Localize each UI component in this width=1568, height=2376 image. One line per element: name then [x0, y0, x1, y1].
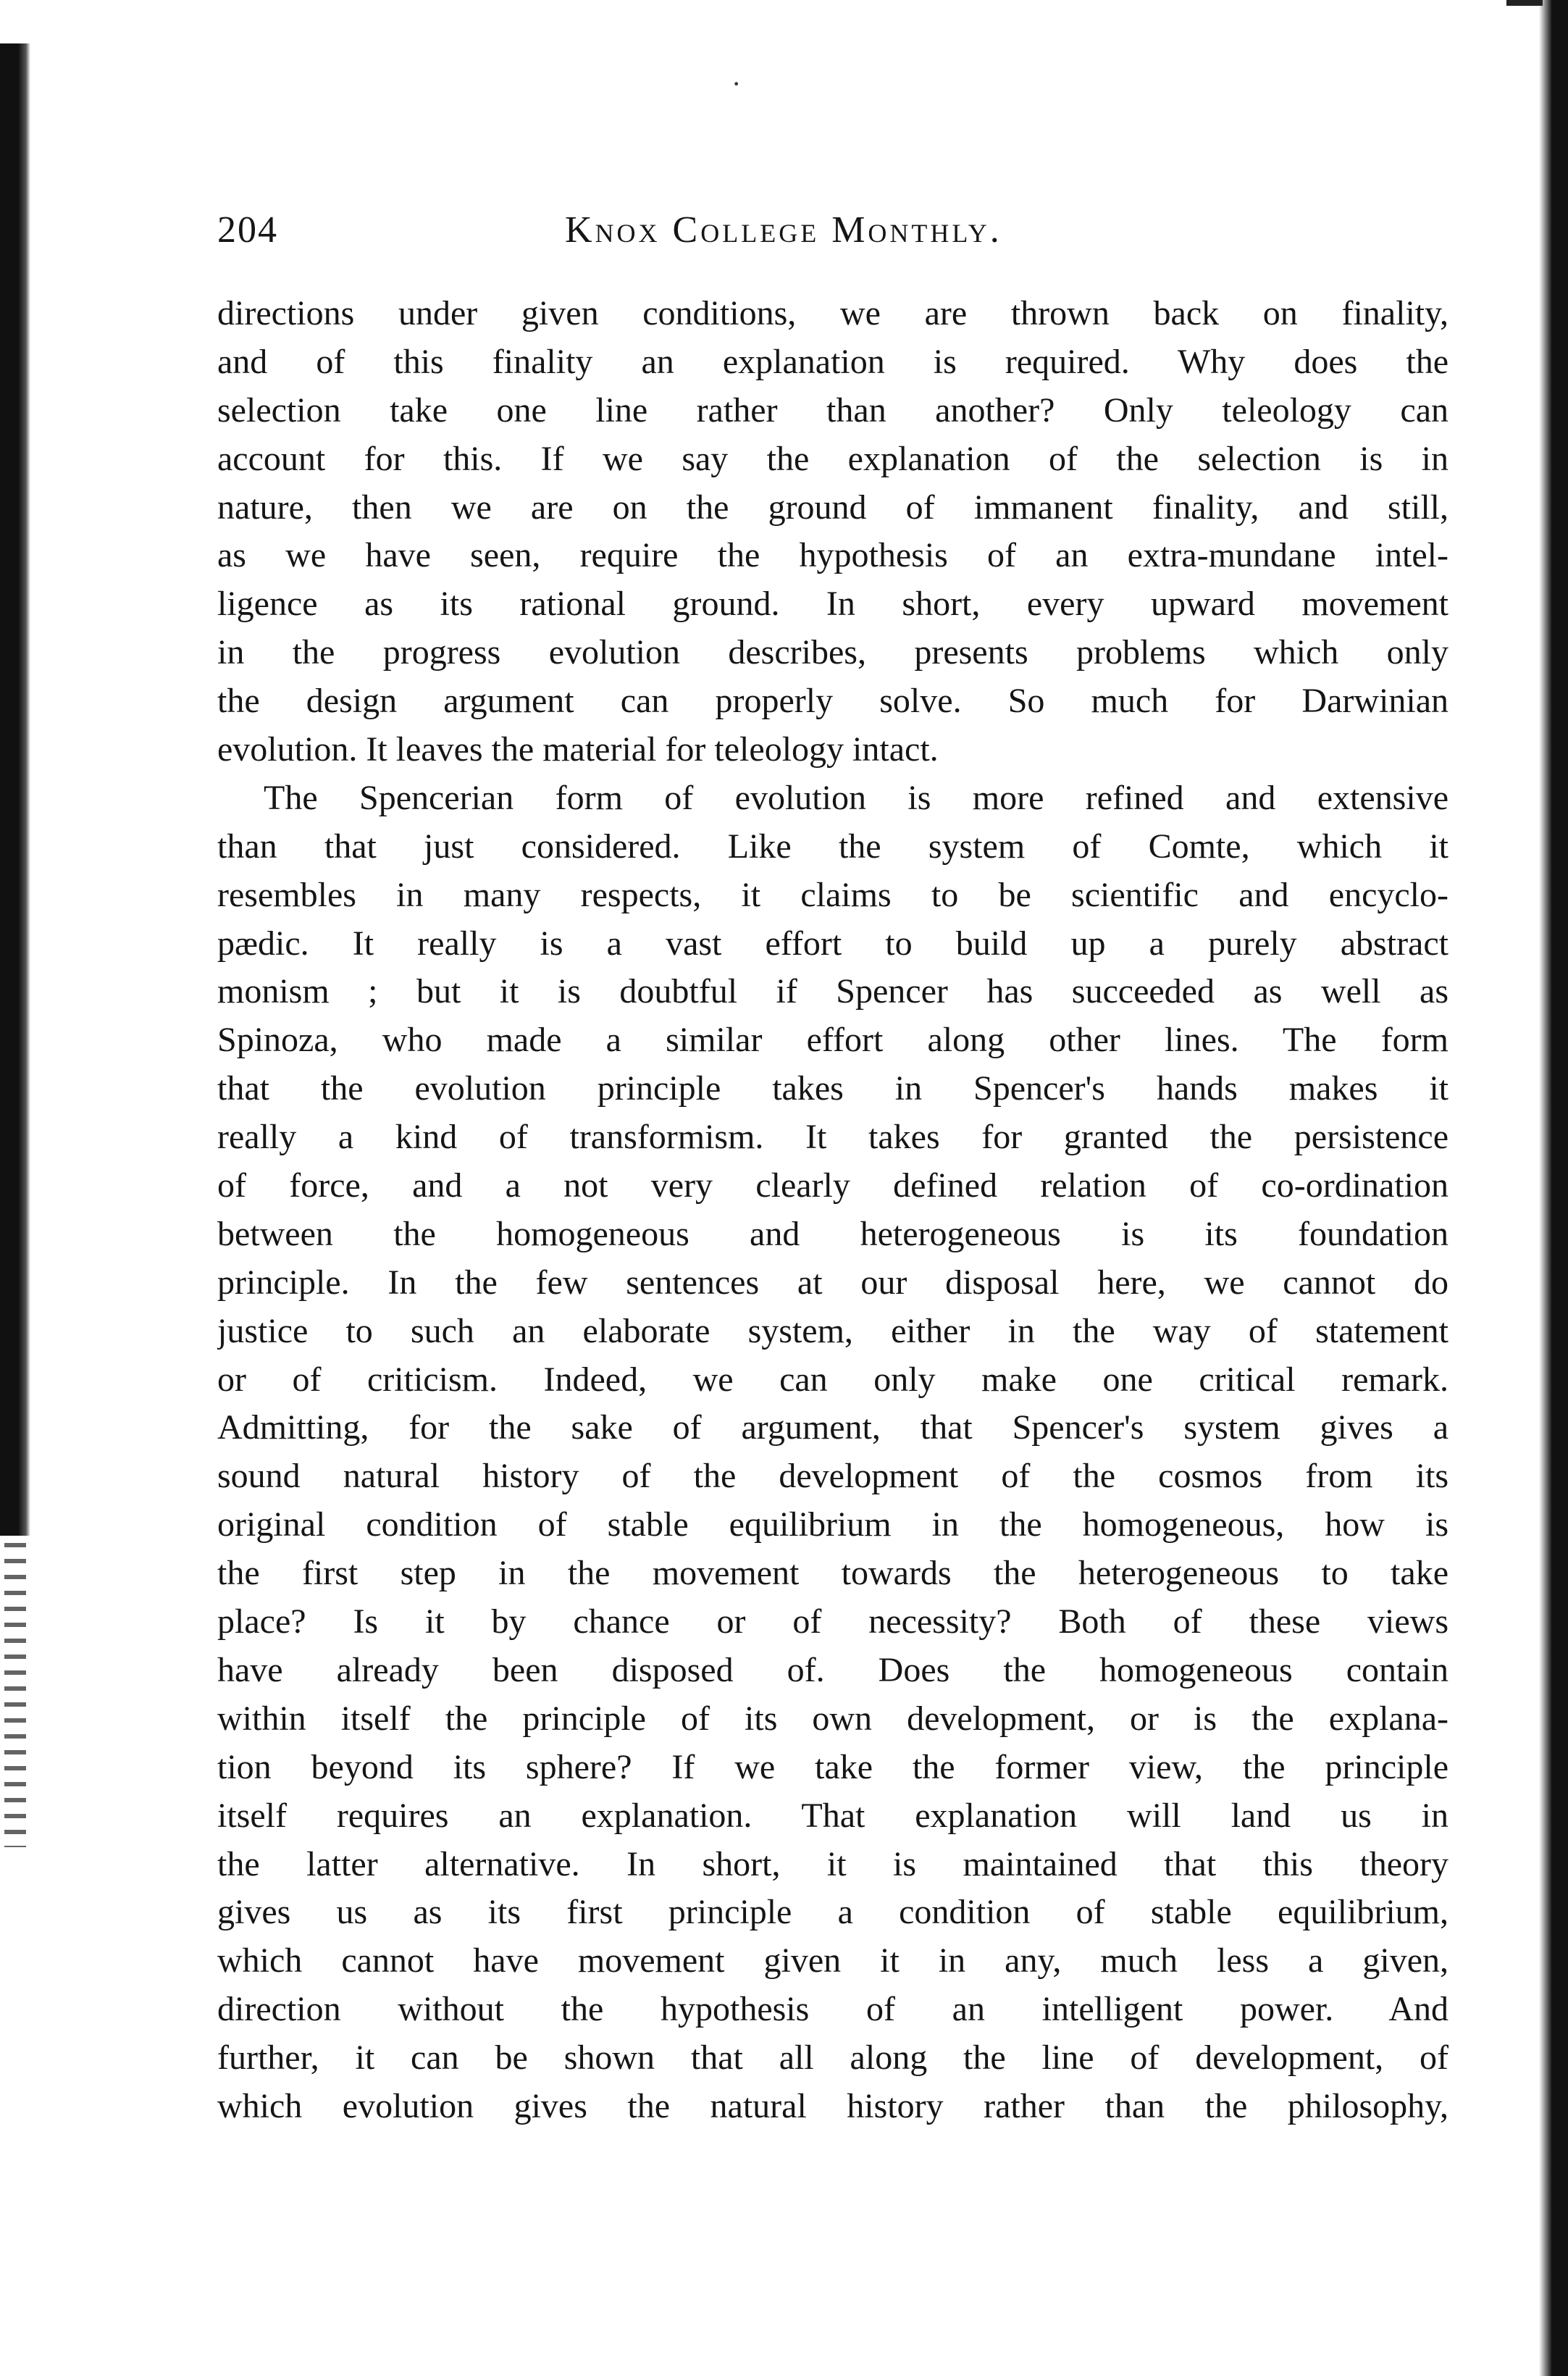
running-head: [217, 205, 1448, 256]
page-number: 204: [217, 209, 278, 251]
text-line: really a kind of transformism. It takes for granted the persistence: [217, 1118, 1448, 1157]
text-line: justice to such an elaborate system, either in the way of statement: [217, 1311, 1448, 1350]
right-binding-edge: [1539, 0, 1568, 2376]
text-line: between the homogeneous and heterogeneous is its foundation: [217, 1214, 1448, 1253]
text-line: than that just considered. Like the system of Comte, which it: [217, 827, 1448, 866]
text-line: pædic. It really is a vast effort to build up a purely abstract: [217, 924, 1448, 963]
top-scan-mark: [1506, 0, 1543, 6]
text-line: gives us as its first principle a condition of stable equilibrium,: [217, 1893, 1448, 1932]
left-binding-shadow: [4, 1543, 26, 1847]
text-line: ligence as its rational ground. In short, every upward movement: [217, 585, 1448, 624]
running-title: Knox College Monthly.: [565, 209, 1002, 251]
text-line: original condition of stable equilibrium in the homogeneous, how is: [217, 1505, 1448, 1544]
text-line: itself requires an explanation. That explanation will land us in: [217, 1796, 1448, 1835]
paragraph-end-line: evolution. It leaves the material for teleology intact.: [217, 730, 939, 769]
text-line: Admitting, for the sake of argument, that Spencer's system gives a: [217, 1408, 1448, 1447]
text-line: nature, then we are on the ground of immanent finality, and still,: [217, 488, 1448, 527]
left-binding-edge: [0, 43, 30, 1536]
text-line: as we have seen, require the hypothesis of an extra-mundane intel-: [217, 536, 1448, 575]
text-line: account for this. If we say the explanation of the selection is in: [217, 439, 1448, 478]
text-line: or of criticism. Indeed, we can only make one critical remark.: [217, 1360, 1448, 1399]
text-line: resembles in many respects, it claims to be scientific and encyclo-: [217, 875, 1448, 914]
text-line: principle. In the few sentences at our disposal here, we cannot do: [217, 1263, 1448, 1302]
text-line: within itself the principle of its own development, or is the explana-: [217, 1699, 1448, 1738]
text-line: of force, and a not very clearly defined relation of co-ordination: [217, 1166, 1448, 1205]
text-line: which cannot have movement given it in any, much less a given,: [217, 1941, 1448, 1980]
text-line: Spinoza, who made a similar effort along other lines. The form: [217, 1021, 1448, 1060]
text-line: which evolution gives the natural history rather than the philosophy,: [217, 2086, 1448, 2125]
text-line: have already been disposed of. Does the homogeneous contain: [217, 1650, 1448, 1689]
text-line: directions under given conditions, we are thrown back on finality,: [217, 294, 1448, 332]
scan-speck: ·: [731, 67, 742, 100]
text-line: monism ; but it is doubtful if Spencer has succeeded as well as: [217, 972, 1448, 1011]
text-line: and of this finality an explanation is required. Why does the: [217, 342, 1448, 381]
text-line: that the evolution principle takes in Spencer's hands makes it: [217, 1069, 1448, 1108]
text-line: tion beyond its sphere? If we take the former view, the principle: [217, 1747, 1448, 1786]
text-line: selection take one line rather than another? Only teleology can: [217, 390, 1448, 430]
text-line: place? Is it by chance or of necessity? Both of these views: [217, 1602, 1448, 1641]
body-text: [217, 290, 1448, 2131]
text-line: the design argument can properly solve. So much for Darwinian: [217, 682, 1448, 721]
text-line: further, it can be shown that all along the line of development, of: [217, 2038, 1448, 2078]
text-line: in the progress evolution describes, presents problems which only: [217, 633, 1448, 672]
text-line: the latter alternative. In short, it is maintained that this theory: [217, 1844, 1448, 1883]
text-line: the first step in the movement towards the heterogeneous to take: [217, 1554, 1448, 1593]
text-line: direction without the hypothesis of an intelligent power. And: [217, 1990, 1448, 2029]
text-line: sound natural history of the development of the cosmos from its: [217, 1457, 1448, 1496]
paragraph-start-line: The Spencerian form of evolution is more refined and extensive: [264, 778, 1448, 817]
